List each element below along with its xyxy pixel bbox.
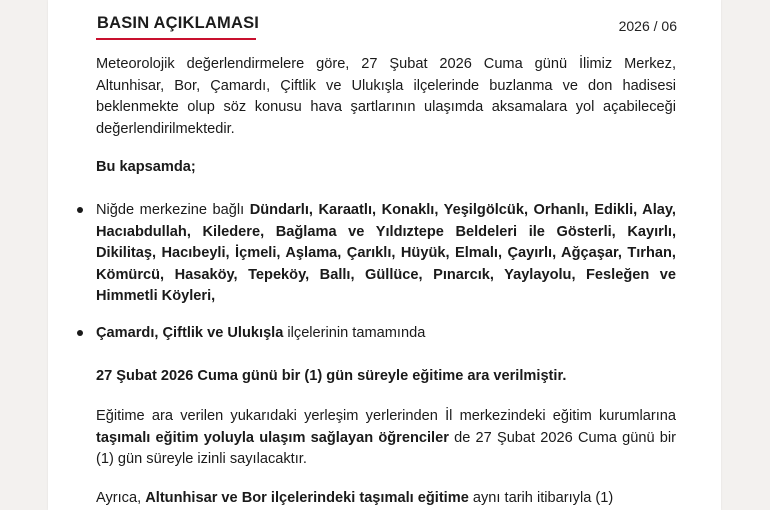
page-title: BASIN AÇIKLAMASI <box>97 14 260 32</box>
also-paragraph <box>96 488 676 510</box>
announcement: 27 Şubat 2026 Cuma günü bir (1) gün süreyle eğitime ara verilmiştir. <box>96 368 567 384</box>
scope-heading: Bu kapsamda; <box>96 159 196 175</box>
press-release-page <box>48 0 721 510</box>
bullet-marker <box>77 330 83 336</box>
also-districts: Altunhisar ve Bor ilçelerindeki taşımalı eğitime <box>145 490 469 506</box>
bullet2-districts: Çamardı, Çiftlik ve Ulukışla <box>96 325 284 341</box>
bullet2-rest: ilçelerinin tamamında <box>283 325 426 341</box>
intro-paragraph: Meteorolojik değerlendirmelere göre, 27 Şubat 2026 Cuma günü İlimiz Merkez, Altunhisar, Bor, Çamardı, Çiftlik ve Ulukışla ilçelerinde buzlanma ve don hadisesi beklenmekte olup söz konusu hava şartlarının ulaşımda aksamalara yol açabileceği değerlendirilmektedir. <box>96 56 676 137</box>
transport-students: taşımalı eğitim yoluyla ulaşım sağlayan öğrenciler <box>96 429 449 446</box>
transport-prefix: Eğitime ara verilen yukarıdaki yerleşim yerlerinden İl merkezindeki eğitim kurumlarına <box>96 408 676 424</box>
bullet-marker <box>77 207 83 213</box>
title-underline <box>96 38 256 40</box>
also-prefix: Ayrıca, <box>96 490 146 506</box>
transport-suffix: de 27 Şubat 2026 Cuma günü bir (1) gün süreyle izinli sayılacaktır. <box>96 429 676 467</box>
also-suffix: aynı tarih itibarıyla (1) <box>468 490 614 506</box>
transport-paragraph <box>96 406 676 471</box>
release-number: 2026 / 06 <box>618 18 677 34</box>
bullet1-prefix: Niğde merkezine bağlı <box>96 202 250 218</box>
bullet-villages <box>96 200 676 308</box>
bullet1-villages: Dündarlı, Karaatlı, Konaklı, Yeşilgölcük, Orhanlı, Edikli, Alay, Hacıabdullah, Kiledere, Bağlama ve Yıldıztepe Beldeleri ile Gösterli, Kayırlı, Dikilitaş, Hacıbeyli, İçmeli, Aşlama, Çarıklı, Hüyük, Elmalı, Çayırlı, Ağçaşar, Tırhan, Kömürcü, Hasaköy, Tepeköy, Ballı, Güllüce, Pınarcık, Yaylayolu, Fesleğen ve Himmetli Köyleri, <box>96 202 676 304</box>
bullet-districts <box>96 323 676 345</box>
